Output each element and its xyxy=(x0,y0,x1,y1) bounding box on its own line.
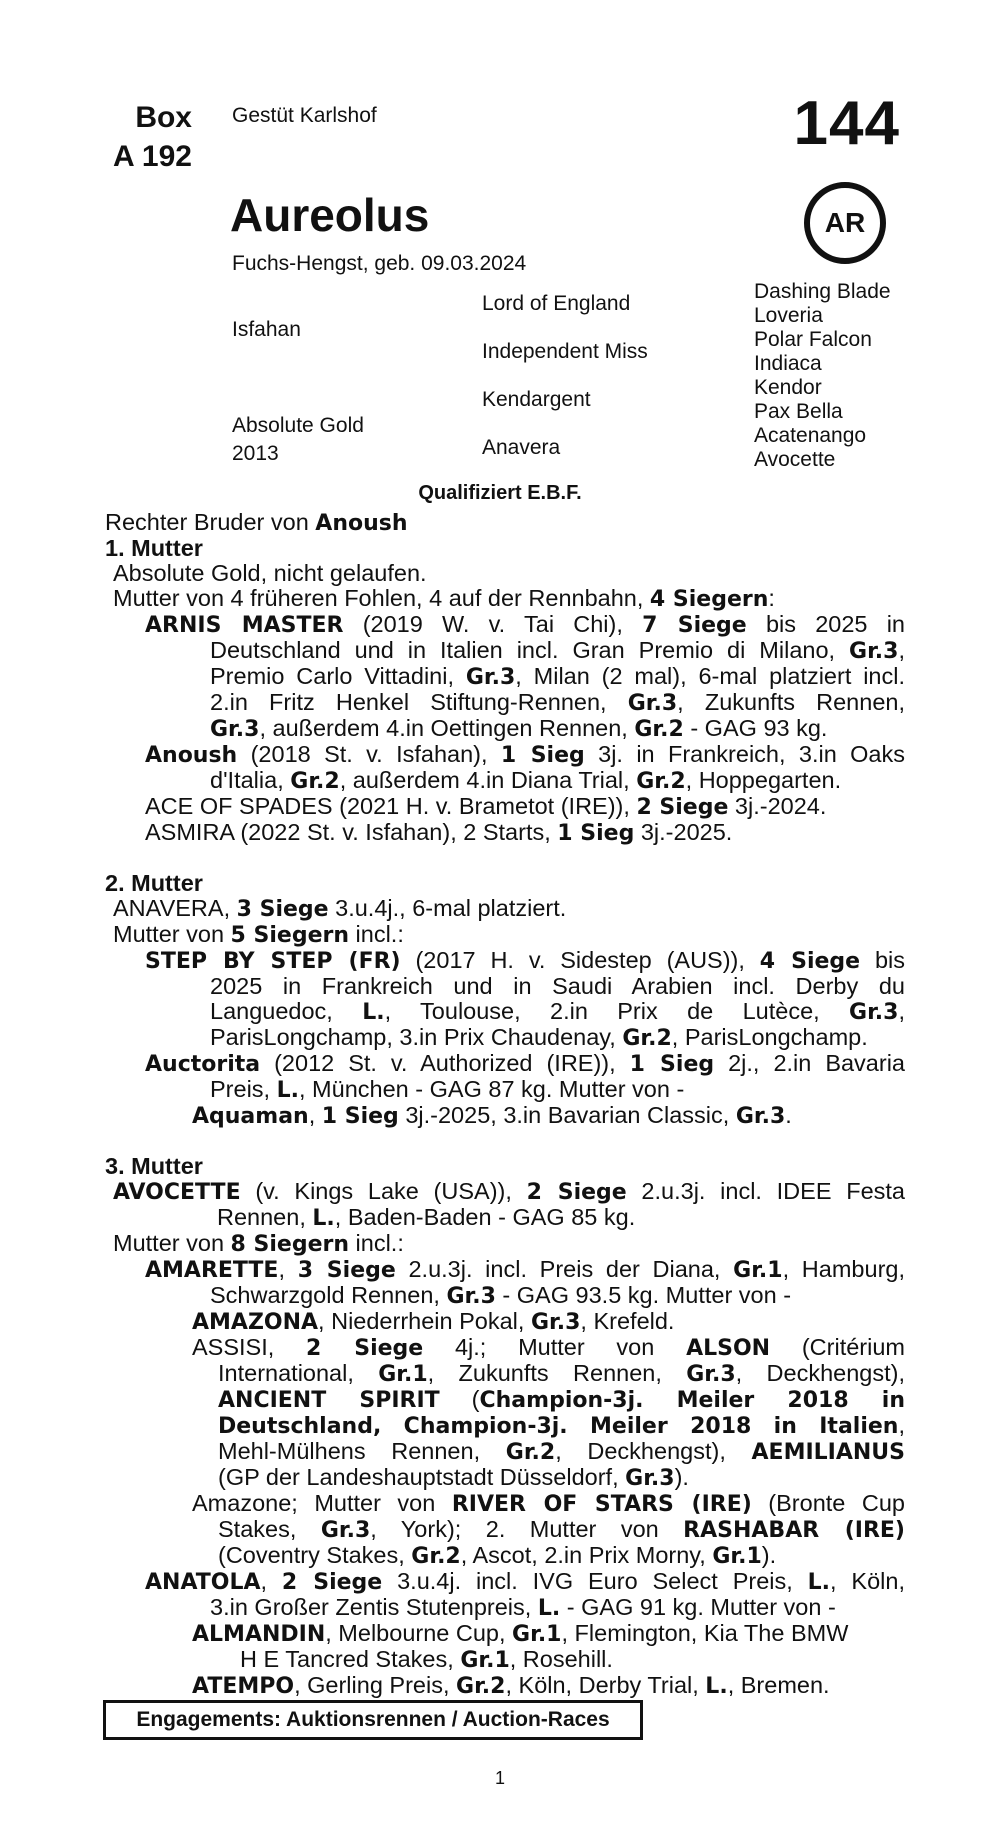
body-text: : xyxy=(768,585,775,611)
bold-text: Gr.1 xyxy=(712,1544,762,1569)
grand-produce-entry xyxy=(105,1309,905,1335)
body-text: Amazone; Mutter von xyxy=(192,1490,452,1516)
bold-text: Gr.2 xyxy=(290,769,340,794)
bold-text: ALSON xyxy=(686,1336,771,1361)
body-text: ANAVERA, xyxy=(113,895,237,921)
body-text: (2012 St. v. Authorized (IRE)), xyxy=(260,1050,630,1076)
body-text: ). xyxy=(674,1464,689,1490)
bold-text: Gr.3 xyxy=(686,1362,736,1387)
produce-detail xyxy=(105,638,905,664)
body-text: , xyxy=(260,1568,282,1594)
body-text: 3j.-2024. xyxy=(728,793,827,819)
body-text: (GP der Landeshauptstadt Düsseldorf, xyxy=(218,1464,626,1490)
ar-badge xyxy=(804,182,886,264)
body-text: ASSISI, xyxy=(192,1334,307,1360)
produce-detail xyxy=(105,974,905,999)
bold-text: 2 Siege xyxy=(636,795,729,820)
bold-text: 1 Sieg xyxy=(500,743,585,768)
grand-produce-detail xyxy=(105,1517,905,1543)
grand-produce-detail xyxy=(105,1465,905,1491)
bold-text: 2 Siege xyxy=(306,1336,424,1361)
bold-text: Gr.3 xyxy=(627,691,678,716)
body-text: 2j., 2.in Bavaria xyxy=(714,1050,905,1076)
bold-text: L. xyxy=(807,1570,831,1595)
body-text: , Krefeld. xyxy=(580,1308,675,1334)
body-text: 2025 in Frankreich und in Saudi Arabien incl. Derby du xyxy=(210,973,905,999)
bold-text: Gr.2 xyxy=(505,1440,556,1465)
body-text: , Köln, Derby Trial, xyxy=(505,1672,706,1698)
bold-text: 1 Sieg xyxy=(629,1052,715,1077)
bold-text: Gr.1 xyxy=(378,1362,428,1387)
body-text: , Hamburg, xyxy=(782,1256,905,1282)
body-text: (Coventry Stakes, xyxy=(218,1542,412,1568)
bold-text: Gr.2 xyxy=(622,1026,672,1051)
section-heading-first-dam xyxy=(105,536,905,561)
body-text: , außerdem 4.in Diana Trial, xyxy=(339,767,637,793)
bold-text: 7 Siege xyxy=(642,613,747,638)
bold-text: Gr.2 xyxy=(634,717,684,742)
section-heading-third-dam xyxy=(105,1154,905,1179)
pedigree-dam-year: 2013 xyxy=(232,442,279,465)
body-text: , Zukunfts Rennen, xyxy=(677,689,905,715)
produce-entry xyxy=(105,1257,905,1283)
bold-text: 1 Sieg xyxy=(557,821,635,846)
body-text: Rechter Bruder von xyxy=(105,509,316,535)
body-text: , Toulouse, 2.in Prix de Lutèce, xyxy=(384,998,850,1024)
body-text: , Zukunfts Rennen, xyxy=(427,1360,687,1386)
produce-detail xyxy=(105,716,905,742)
section-heading-second-dam xyxy=(105,871,905,896)
bold-text: Gr.2 xyxy=(456,1674,506,1699)
body-text: 3j. in Frankreich, 3.in Oaks xyxy=(584,741,905,767)
body-text: , xyxy=(278,1256,298,1282)
bold-text: Aquaman xyxy=(192,1104,309,1129)
body-text: Premio Carlo Vittadini, xyxy=(210,663,466,689)
section-heading-text: 3. Mutter xyxy=(105,1153,203,1179)
body-text: Preis, xyxy=(210,1076,277,1102)
bold-text: Gr.3 xyxy=(530,1310,581,1335)
lot-number: 144 xyxy=(793,89,900,158)
bold-text: Gr.3 xyxy=(320,1518,371,1543)
pedigree-grandparent: Kendargent xyxy=(482,388,591,411)
bold-text: L. xyxy=(537,1596,561,1621)
body-text: , York); 2. Mutter von xyxy=(370,1516,684,1542)
body-text: - GAG 93.5 kg. Mutter von - xyxy=(495,1282,792,1308)
bold-text: 3 Siege xyxy=(236,897,329,922)
bold-text: AMAZONA xyxy=(192,1310,319,1335)
engagements-label: Engagements: Auktionsrennen / Auction-Races xyxy=(136,1708,610,1731)
breeder: Gestüt Karlshof xyxy=(232,104,377,127)
grand-produce-entry xyxy=(105,1335,905,1361)
bold-text: 8 Siegern xyxy=(230,1232,350,1257)
third-dam-summary-cont xyxy=(105,1205,905,1231)
body-text: . xyxy=(785,1102,792,1128)
body-text: Stakes, xyxy=(218,1516,321,1542)
bold-text: Gr.3 xyxy=(210,717,260,742)
bold-text: Gr.2 xyxy=(411,1544,461,1569)
first-dam-produce xyxy=(105,586,905,612)
body-text: 4j.; Mutter von xyxy=(423,1334,687,1360)
body-text: ). xyxy=(761,1542,777,1568)
bold-text: STEP BY STEP (FR) xyxy=(145,949,401,974)
bold-text: Champion-3j. Meiler 2018 in xyxy=(479,1388,906,1413)
grand-produce-entry xyxy=(105,1103,905,1129)
body-text: 3.in Großer Zentis Stutenpreis, xyxy=(210,1594,538,1620)
page-number: 1 xyxy=(494,1768,505,1788)
body-text: ACE OF SPADES (2021 H. v. Brametot (IRE)), xyxy=(145,793,637,819)
body-text: , Bremen. xyxy=(727,1672,830,1698)
bold-text: Gr.1 xyxy=(460,1648,510,1673)
produce-detail xyxy=(105,999,905,1025)
bold-text: 4 Siegern xyxy=(649,587,769,612)
horse-description: Fuchs-Hengst, geb. 09.03.2024 xyxy=(232,252,527,275)
pedigree-grandparent: Anavera xyxy=(482,436,561,459)
body-text: , Niederrhein Pokal, xyxy=(318,1308,531,1334)
grand-produce-detail xyxy=(105,1647,905,1673)
body-text: , außerdem 4.in Oettingen Rennen, xyxy=(259,715,635,741)
qualified-note: Qualifiziert E.B.F. xyxy=(418,482,582,504)
body-text: , Deckhengst), xyxy=(555,1438,752,1464)
bold-text: Gr.2 xyxy=(636,769,686,794)
grand-produce-detail xyxy=(105,1387,905,1413)
bold-text: Deutschland, Champion-3j. Meiler 2018 in Italien xyxy=(218,1414,899,1439)
bold-text: Gr.3 xyxy=(465,665,516,690)
body-text: (2019 W. v. Tai Chi), xyxy=(343,611,643,637)
body-text: 3j.-2025, 3.in Bavarian Classic, xyxy=(398,1102,736,1128)
bold-text: Gr.3 xyxy=(849,1000,899,1025)
body-text: , xyxy=(898,1412,905,1438)
body-text: , xyxy=(308,1102,322,1128)
bold-text: 1 Sieg xyxy=(321,1104,399,1129)
grand-produce-detail xyxy=(105,1439,905,1465)
box-label: Box xyxy=(135,101,192,134)
produce-detail xyxy=(105,1077,905,1103)
horse-name: Aureolus xyxy=(230,189,430,241)
pedigree-great-grandparent: Polar Falcon xyxy=(754,328,872,351)
pedigree-great-grandparent: Indiaca xyxy=(754,352,822,375)
section-heading-text: 1. Mutter xyxy=(105,535,203,561)
grand-produce-entry xyxy=(105,1491,905,1517)
produce-detail xyxy=(105,664,905,690)
body-text: Mutter von xyxy=(113,1230,231,1256)
body-text: (Critérium xyxy=(770,1334,905,1360)
bold-text: 2 Siege xyxy=(526,1180,627,1205)
pedigree-great-grandparent: Acatenango xyxy=(754,424,867,447)
produce-entry xyxy=(105,1051,905,1077)
pedigree-grandparent: Independent Miss xyxy=(482,340,648,363)
bold-text: Gr.1 xyxy=(512,1622,562,1647)
body-text: d'Italia, xyxy=(210,767,291,793)
grand-produce-entry xyxy=(105,1673,905,1699)
body-text: , München - GAG 87 kg. Mutter von - xyxy=(299,1076,685,1102)
body-text: bis 2025 in xyxy=(746,611,905,637)
body-text: , Flemington, Kia The BMW xyxy=(561,1620,849,1646)
body-text: , Rosehill. xyxy=(509,1646,613,1672)
body-text: (v. Kings Lake (USA)), xyxy=(240,1178,527,1204)
body-text: 2.in Fritz Henkel Stiftung-Rennen, xyxy=(210,689,628,715)
section-heading-text: 2. Mutter xyxy=(105,870,203,896)
body-text: 3j.-2025. xyxy=(634,819,733,845)
body-text: (2017 H. v. Sidestep (AUS)), xyxy=(400,947,760,973)
body-text: ParisLongchamp, 3.in Prix Chaudenay, xyxy=(210,1024,623,1050)
bold-text: RIVER OF STARS (IRE) xyxy=(451,1492,752,1517)
first-dam-summary xyxy=(105,561,905,586)
grand-produce-entry xyxy=(105,1621,905,1647)
pedigree-great-grandparent: Pax Bella xyxy=(754,400,843,423)
bold-text: 4 Siege xyxy=(759,949,861,974)
grand-produce-detail xyxy=(105,1361,905,1387)
body-text: , Hoppegarten. xyxy=(685,767,842,793)
body-text: , Köln, xyxy=(830,1568,905,1594)
bold-text: Gr.3 xyxy=(849,639,899,664)
bold-text: L. xyxy=(312,1206,335,1231)
bold-text: 2 Siege xyxy=(281,1570,383,1595)
engagements-box xyxy=(103,1700,643,1740)
produce-detail xyxy=(105,768,905,794)
produce-entry xyxy=(105,612,905,638)
body-text: , xyxy=(898,998,905,1024)
body-text: , Baden-Baden - GAG 85 kg. xyxy=(334,1204,636,1230)
body-text: (2018 St. v. Isfahan), xyxy=(237,741,501,767)
body-text: , Deckhengst), xyxy=(735,1360,906,1386)
produce-entry xyxy=(105,794,905,820)
bold-text: Gr.1 xyxy=(733,1258,783,1283)
body-text: 2.u.3j. incl. Preis der Diana, xyxy=(395,1256,734,1282)
bold-text: RASHABAR (IRE) xyxy=(683,1518,905,1543)
body-text: ( xyxy=(439,1386,480,1412)
body-text: Mutter von 4 früheren Fohlen, 4 auf der Rennbahn, xyxy=(113,585,650,611)
body-text: , Melbourne Cup, xyxy=(325,1620,513,1646)
body-text: bis xyxy=(860,947,905,973)
body-text: , Ascot, 2.in Prix Morny, xyxy=(460,1542,713,1568)
bold-text: Gr.3 xyxy=(625,1466,675,1491)
bold-text: L. xyxy=(276,1078,299,1103)
pedigree-dam: Absolute Gold xyxy=(232,414,364,437)
bold-text: Anoush xyxy=(315,511,408,536)
body-text: 3.u.4j. incl. IVG Euro Select Preis, xyxy=(382,1568,808,1594)
pedigree-grandparent: Lord of England xyxy=(482,292,631,315)
catalogue-body xyxy=(105,510,905,1699)
body-text: Rennen, xyxy=(217,1204,313,1230)
body-text: 2.u.3j. incl. IDEE Festa xyxy=(626,1178,905,1204)
produce-entry xyxy=(105,742,905,768)
produce-detail xyxy=(105,1283,905,1309)
body-text: , Milan (2 mal), 6-mal platziert incl. xyxy=(515,663,905,689)
body-text: , Gerling Preis, xyxy=(294,1672,457,1698)
produce-detail xyxy=(105,690,905,716)
bold-text: AEMILIANUS xyxy=(751,1440,905,1465)
bold-text: ALMANDIN xyxy=(192,1622,326,1647)
pedigree-great-grandparent: Kendor xyxy=(754,376,822,399)
bold-text: ANATOLA xyxy=(145,1570,261,1595)
pedigree-great-grandparent: Avocette xyxy=(754,448,836,471)
body-text: (Bronte Cup xyxy=(751,1490,905,1516)
bold-text: 3 Siege xyxy=(297,1258,396,1283)
produce-detail xyxy=(105,1595,905,1621)
body-text: - GAG 91 kg. Mutter von - xyxy=(560,1594,836,1620)
body-text: Mehl-Mülhens Rennen, xyxy=(218,1438,506,1464)
bold-text: ANCIENT SPIRIT xyxy=(218,1388,440,1413)
body-text: Absolute Gold, nicht gelaufen. xyxy=(113,560,427,586)
bold-text: Auctorita xyxy=(145,1052,261,1077)
body-text: - GAG 93 kg. xyxy=(683,715,828,741)
body-text: incl.: xyxy=(349,1230,404,1256)
bold-text: Gr.3 xyxy=(446,1284,496,1309)
body-text: H E Tancred Stakes, xyxy=(240,1646,461,1672)
body-text: Languedoc, xyxy=(210,998,363,1024)
body-text: incl.: xyxy=(349,921,404,947)
bold-text: ATEMPO xyxy=(192,1674,295,1699)
bold-text: AMARETTE xyxy=(145,1258,279,1283)
full-brother-line xyxy=(105,510,905,536)
body-text: Schwarzgold Rennen, xyxy=(210,1282,447,1308)
grand-produce-detail xyxy=(105,1543,905,1569)
second-dam-summary xyxy=(105,896,905,922)
body-text: , xyxy=(898,637,905,663)
body-text: Mutter von xyxy=(113,921,231,947)
produce-entry xyxy=(105,948,905,974)
ar-badge-label: AR xyxy=(824,207,866,238)
pedigree-great-grandparent: Dashing Blade xyxy=(754,280,891,303)
body-text: Deutschland und in Italien incl. Gran Premio di Milano, xyxy=(210,637,850,663)
third-dam-produce xyxy=(105,1231,905,1257)
second-dam-produce xyxy=(105,922,905,948)
bold-text: Gr.3 xyxy=(735,1104,786,1129)
body-text: , ParisLongchamp. xyxy=(671,1024,868,1050)
body-text: ASMIRA (2022 St. v. Isfahan), 2 Starts, xyxy=(145,819,558,845)
bold-text: 5 Siegern xyxy=(230,923,350,948)
third-dam-summary xyxy=(105,1179,905,1205)
bold-text: Anoush xyxy=(145,743,238,768)
bold-text: L. xyxy=(362,1000,385,1025)
bold-text: AVOCETTE xyxy=(113,1180,241,1205)
produce-entry xyxy=(105,1569,905,1595)
box-number: A 192 xyxy=(113,140,192,173)
pedigree-great-grandparent: Loveria xyxy=(754,304,823,327)
bold-text: ARNIS MASTER xyxy=(145,613,344,638)
bold-text: L. xyxy=(705,1674,728,1699)
body-text: International, xyxy=(218,1360,379,1386)
produce-entry xyxy=(105,820,905,846)
body-text: 3.u.4j., 6-mal platziert. xyxy=(328,895,567,921)
produce-detail xyxy=(105,1025,905,1051)
pedigree-sire: Isfahan xyxy=(232,318,301,341)
grand-produce-detail xyxy=(105,1413,905,1439)
